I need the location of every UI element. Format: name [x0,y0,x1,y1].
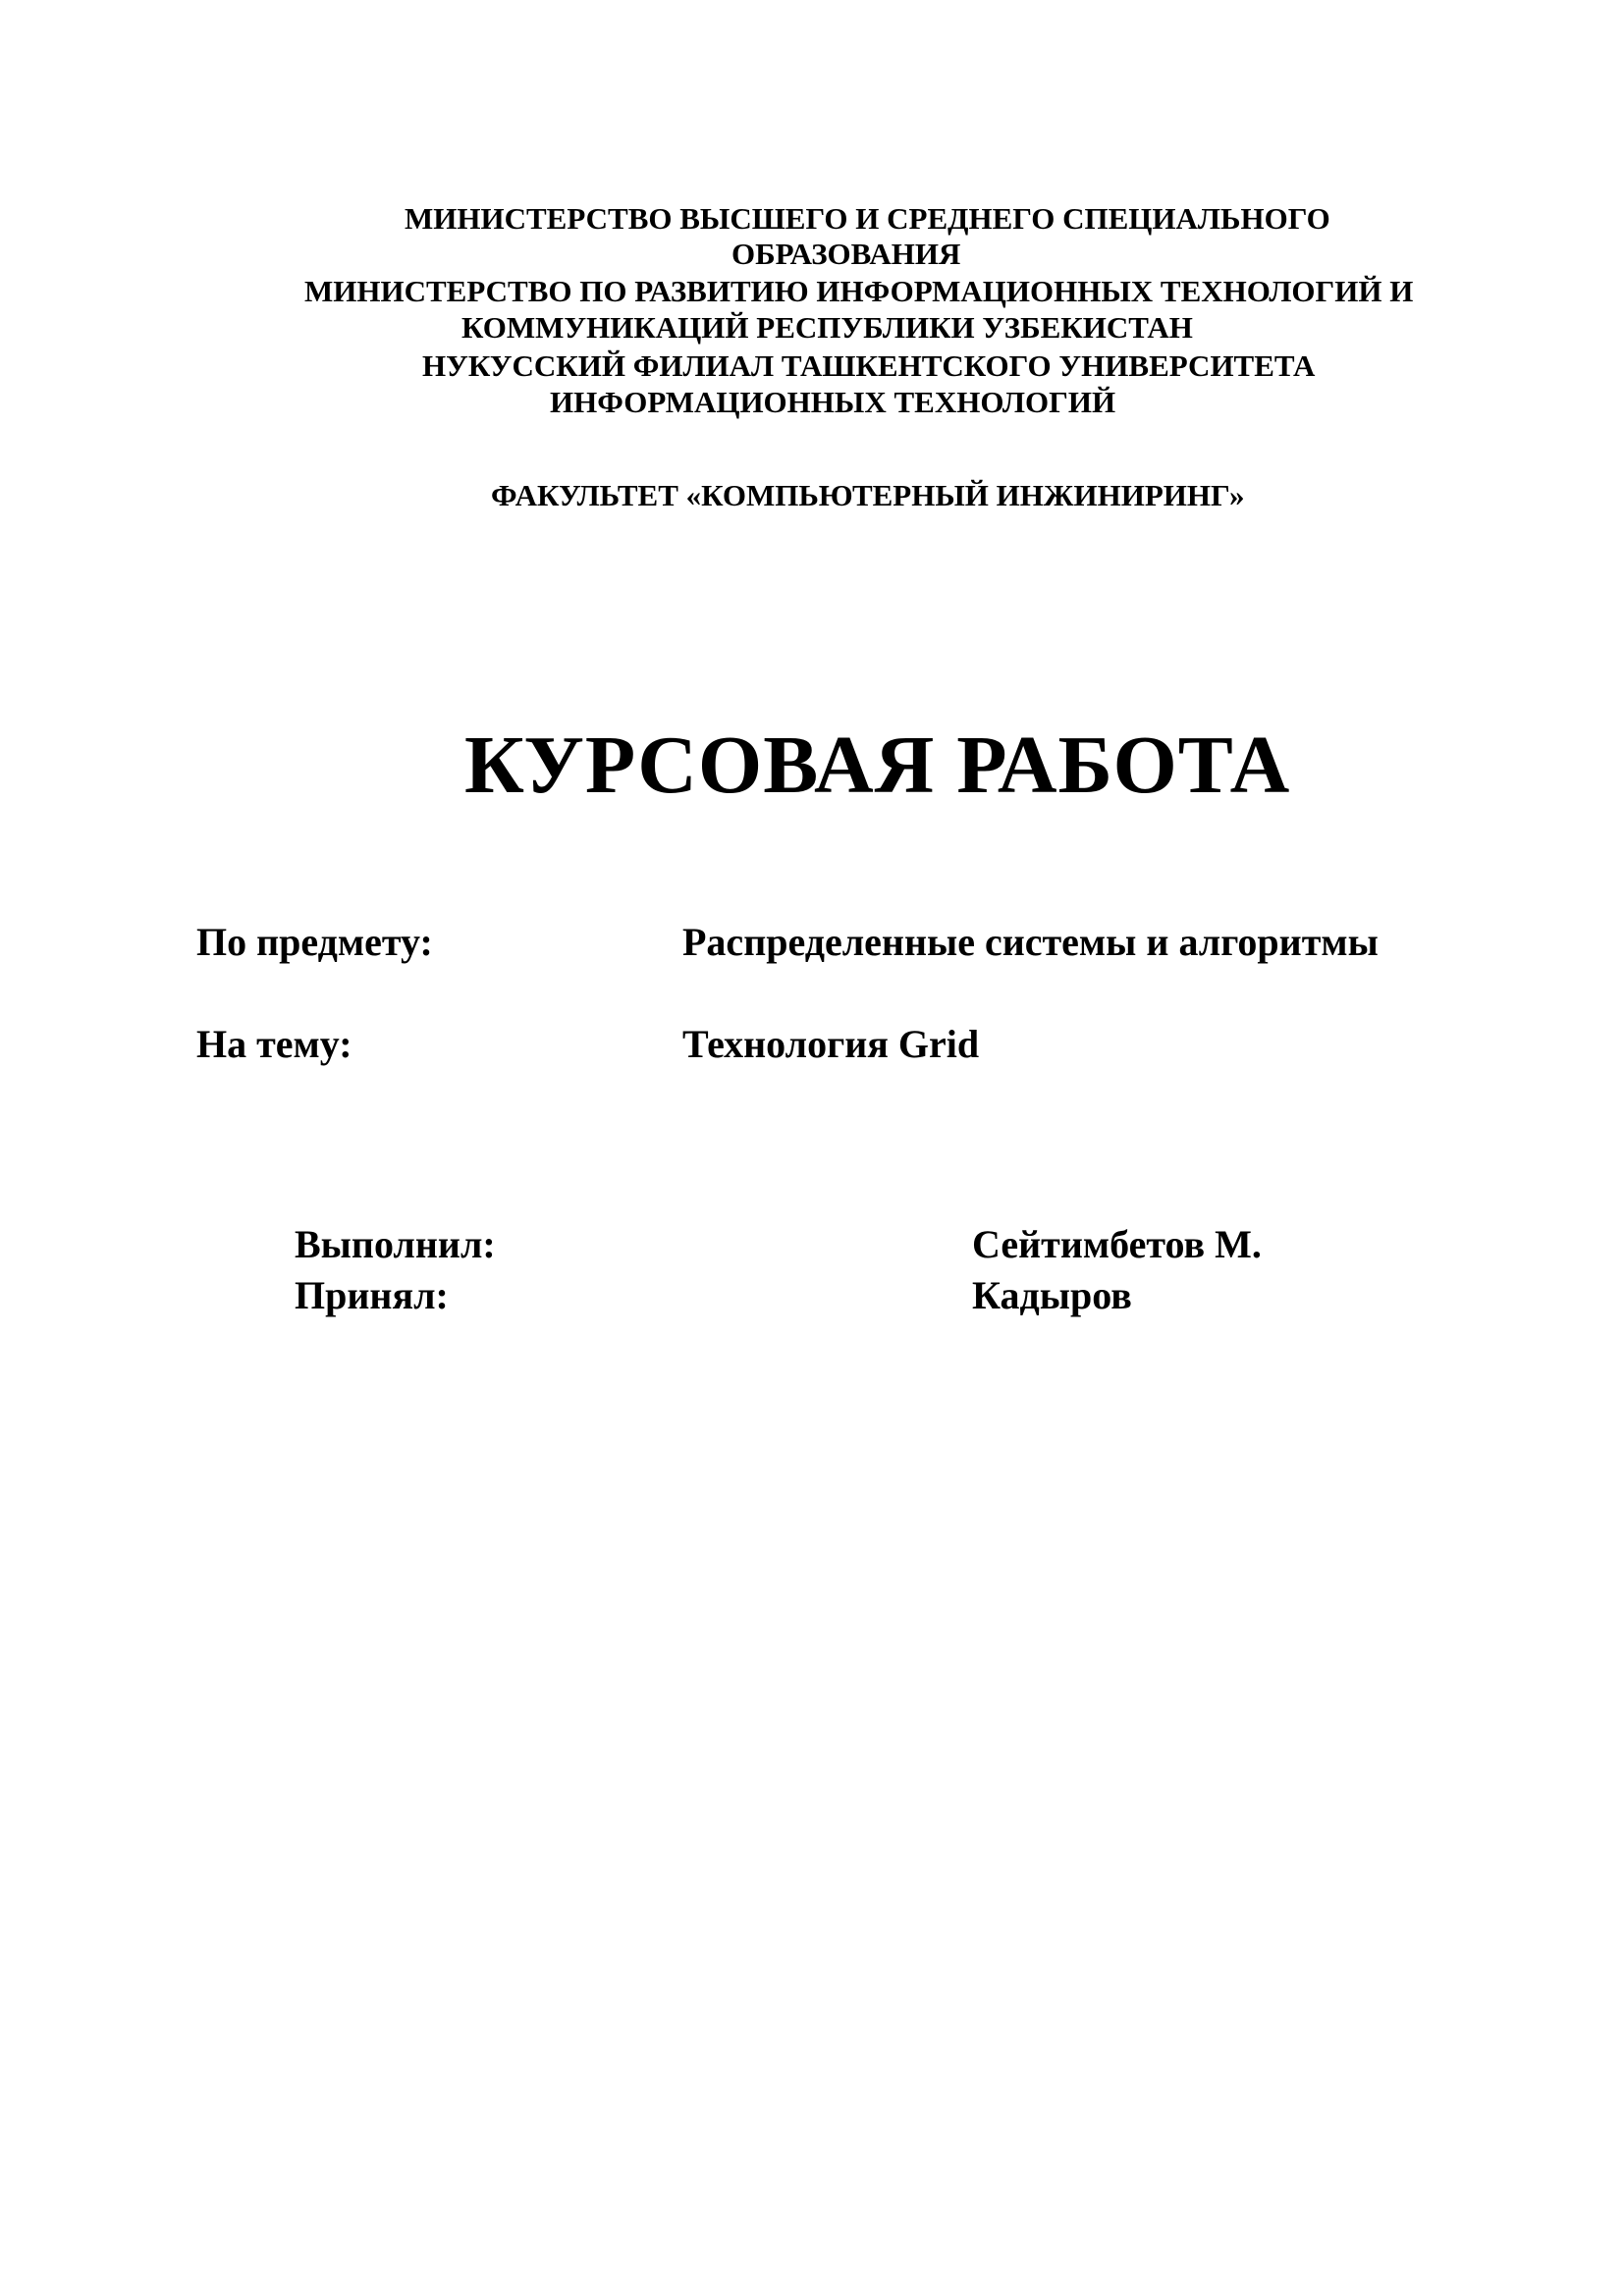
accepted-by-value: Кадыров [972,1273,1132,1317]
subject-label: По предмету: [196,920,433,964]
topic-value: Технология Grid [682,1022,980,1066]
faculty-name: ФАКУЛЬТЕТ «КОМПЬЮТЕРНЫЙ ИНЖИНИРИНГ» [491,478,1245,512]
ministry-it-line2: КОММУНИКАЦИЙ РЕСПУБЛИКИ УЗБЕКИСТАН [461,310,1193,345]
document-title: КУРСОВАЯ РАБОТА [464,720,1291,811]
ministry-higher-education-line1: МИНИСТЕРСТВО ВЫСШЕГО И СРЕДНЕГО СПЕЦИАЛЬНОГО [405,201,1330,236]
accepted-by-label: Принял: [295,1273,449,1317]
university-branch-line1: НУКУССКИЙ ФИЛИАЛ ТАШКЕНТСКОГО УНИВЕРСИТЕТА [422,348,1316,383]
ministry-higher-education-line2: ОБРАЗОВАНИЯ [731,237,961,271]
ministry-it-line1: МИНИСТЕРСТВО ПО РАЗВИТИЮ ИНФОРМАЦИОННЫХ ТЕХНОЛОГИЙ И [304,274,1414,308]
subject-value: Распределенные системы и алгоритмы [682,920,1379,964]
university-branch-line2: ИНФОРМАЦИОННЫХ ТЕХНОЛОГИЙ [550,385,1116,419]
performed-by-value: Сейтимбетов М. [972,1222,1262,1266]
performed-by-label: Выполнил: [295,1222,496,1266]
topic-label: На тему: [196,1022,352,1066]
